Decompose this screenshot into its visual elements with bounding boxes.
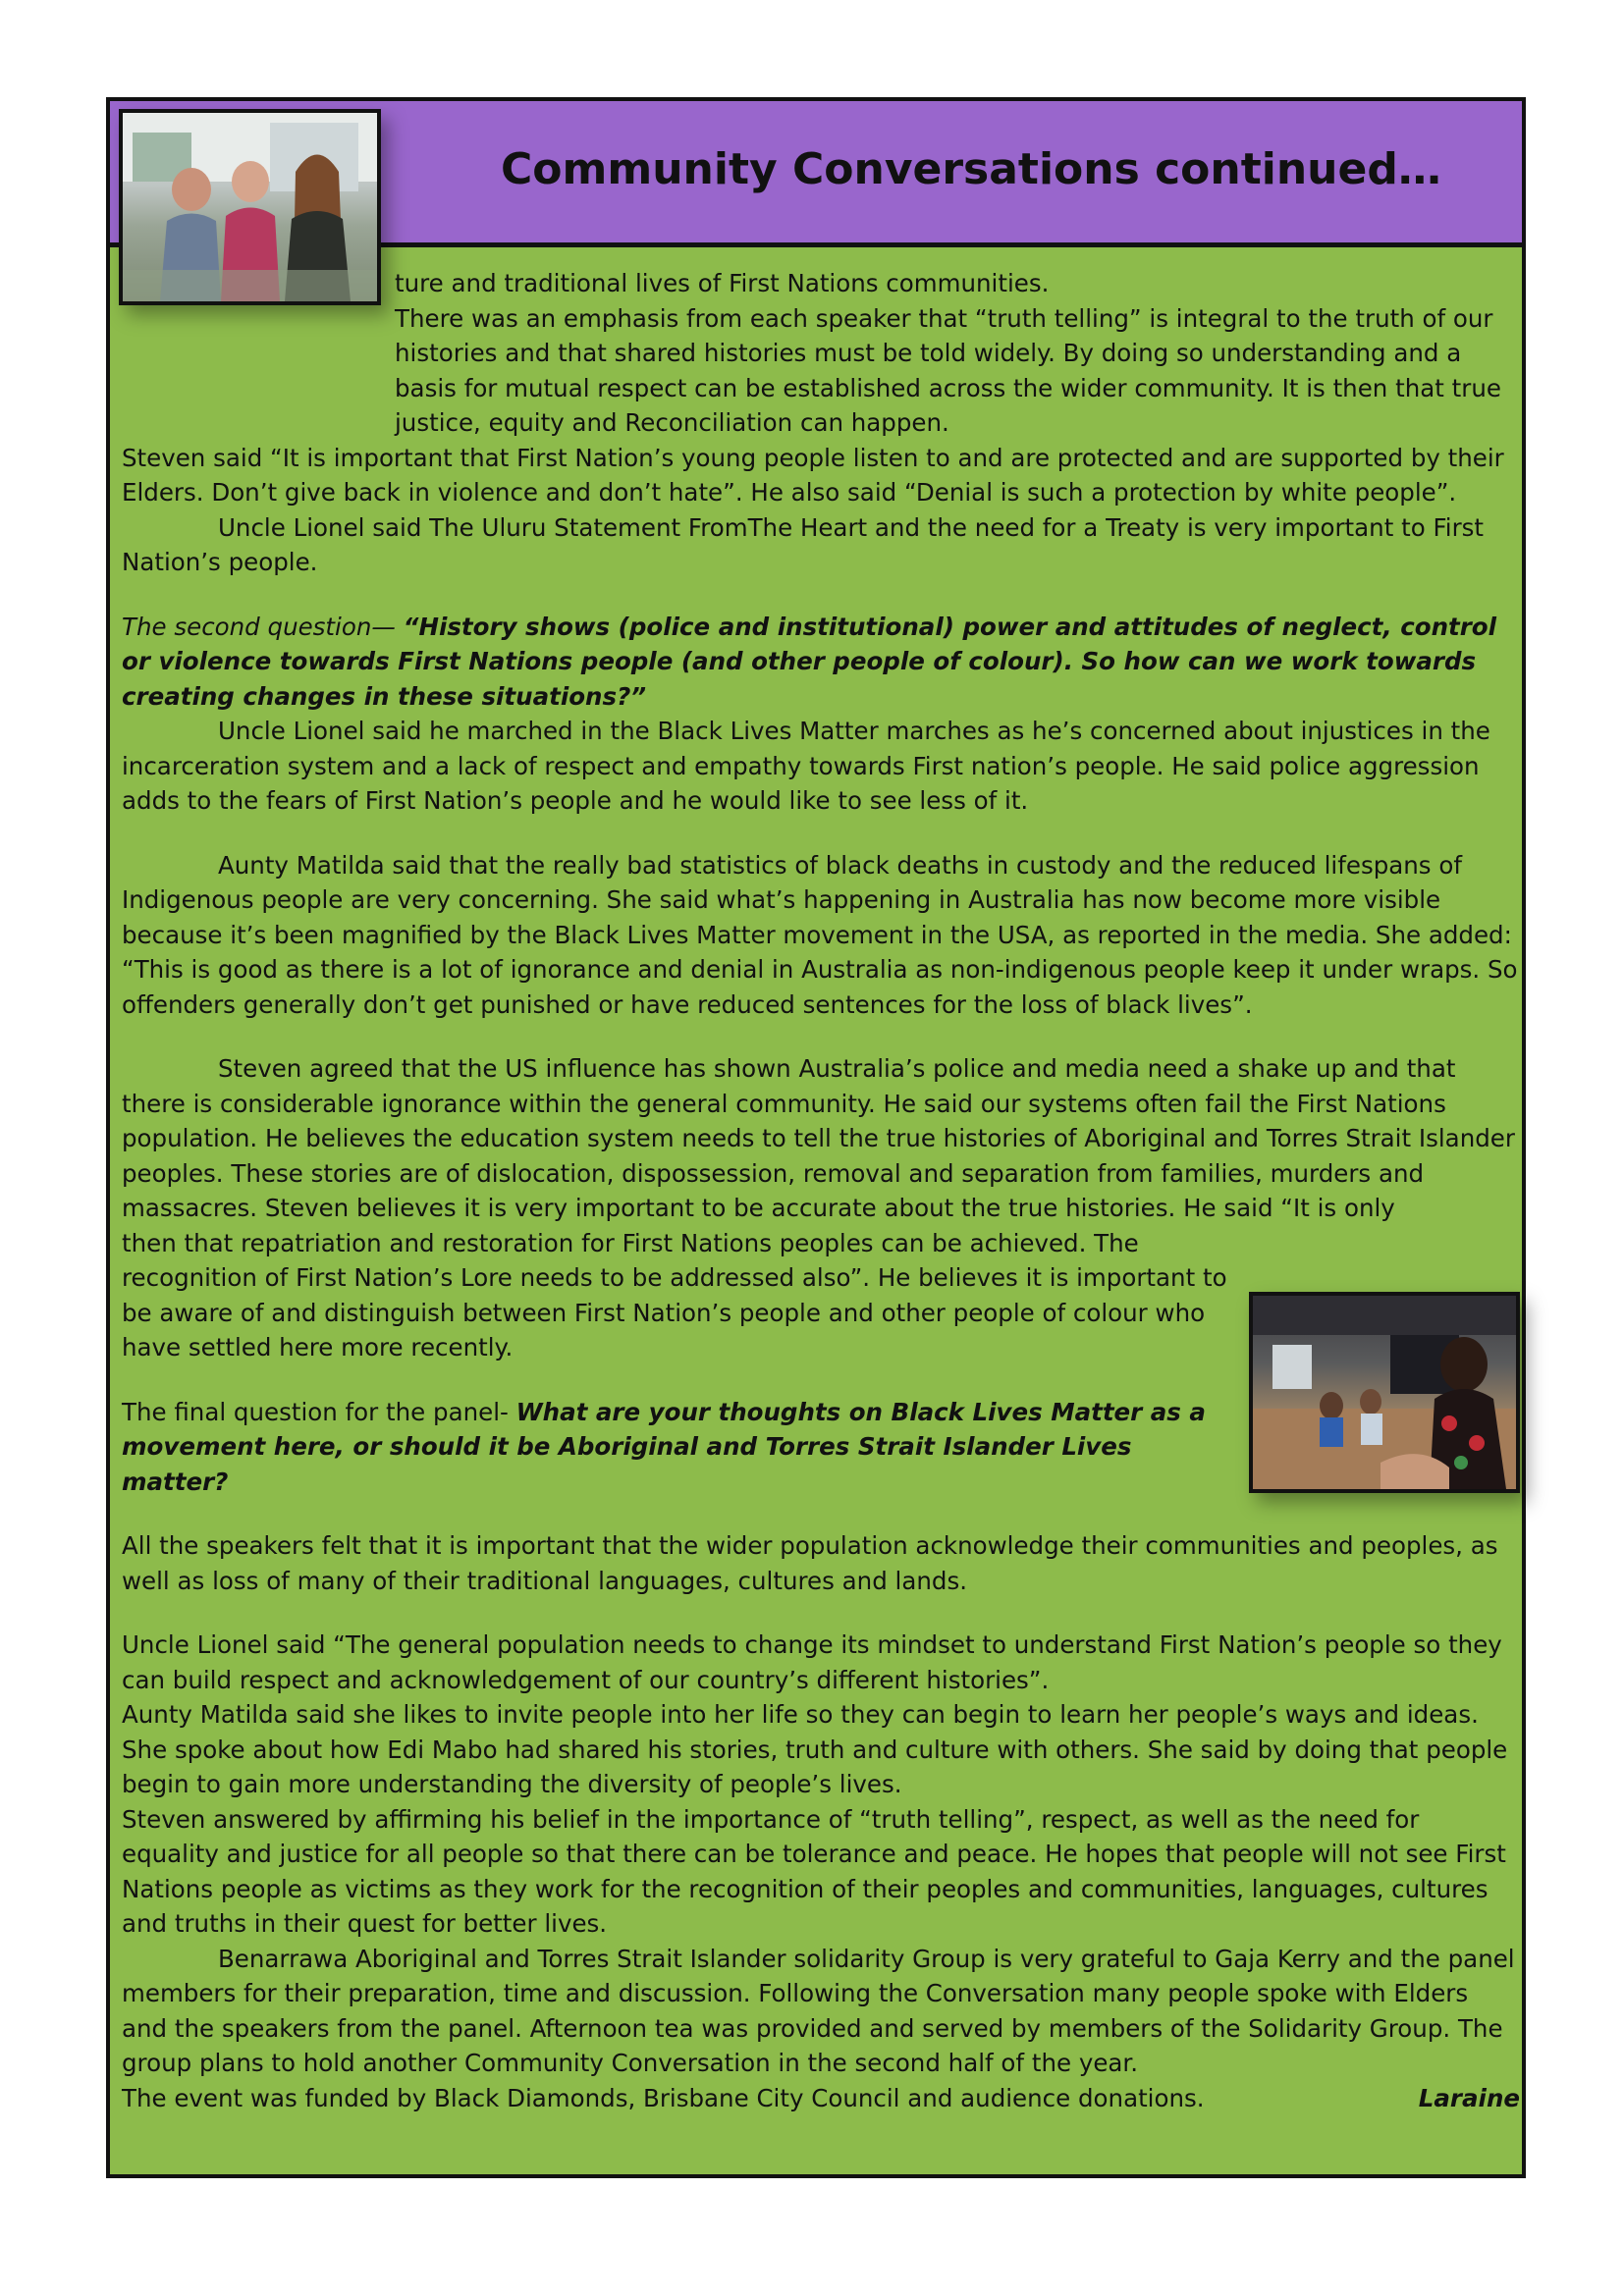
- paragraph-second-question: [122, 610, 1520, 715]
- paragraph-intro: ture and traditional lives of First Nations communities.: [395, 269, 1050, 297]
- question-label: The second question—: [122, 612, 396, 641]
- paragraph-final-question: [122, 1395, 1237, 1500]
- question-text: “History shows (police and institutional) power and attitudes of neglect, control or violence towards First Nations people (and other people of colour). So how can we work towards creating changes in these situations?”: [122, 612, 1497, 711]
- paragraph-aunty-matilda-1: Aunty Matilda said that the really bad statistics of black deaths in custody and the reduced lifespans of Indigenous people are very concerning. She said what’s happening in Australia has now become more visible because it’s been magnified by the Black Lives Matter movement in the USA, as reported in the media. She added: “This is good as there is a lot of ignorance and denial in Australia as non-indigenous people keep it under wraps. So offenders generally don’t get punished or have reduced sentences for the loss of black lives”.: [122, 850, 1518, 1019]
- paragraph-truth-telling: There was an emphasis from each speaker that “truth telling” is integral to the truth of our histories and that shared histories must be told widely. By doing so understanding and a basis for mutual respect can be established across the wider community. It is then that true justice, equity and Reconciliation can happen.: [395, 303, 1501, 437]
- paragraph-steven-1: Steven said “It is important that First Nation’s young people listen to and are protected and are supported by their Elders. Don’t give back in violence and don’t hate”. He also said “Denial is such a protection by white people”.: [122, 443, 1504, 507]
- article-body: [122, 266, 1520, 2115]
- funding-text: The event was funded by Black Diamonds, Brisbane City Council and audience donations.: [122, 2083, 1205, 2112]
- paragraph-steven-2: Steven agreed that the US influence has shown Australia’s police and media need a shake up and that there is considerable ignorance within the general community. He said our systems often fail the First Nations population. He believes the education system needs to tell the true histories of Aboriginal and Torres Strait Islander peoples. These stories are of dislocation, dispossession, removal and separation from families, murders and massacres. Steven believes it is very important to be accurate about the true histories. He said “It is only: [122, 1054, 1515, 1222]
- paragraph-funding: [122, 2081, 1520, 2116]
- final-question-text: What are your thoughts on Black Lives Matter as a movement here, or should it be Aboriginal and Torres Strait Islander Lives matter?: [122, 1397, 1206, 1496]
- page-title: Community Conversations continued…: [501, 144, 1441, 194]
- paragraph-uncle-lionel-1: Uncle Lionel said The Uluru Statement FromThe Heart and the need for a Treaty is very important to First Nation’s people.: [122, 512, 1485, 576]
- final-question-label: The final question for the panel-: [122, 1397, 509, 1426]
- paragraph-uncle-lionel-3: Uncle Lionel said “The general population needs to change its mindset to understand First Nation’s people so they can build respect and acknowledgement of our country’s different histories”.: [122, 1630, 1502, 1694]
- paragraph-aunty-matilda-2: Aunty Matilda said she likes to invite people into her life so they can begin to learn her people’s ways and ideas. She spoke about how Edi Mabo had shared his stories, truth and culture with others. She said by doing that people begin to gain more understanding the diversity of people’s lives.: [122, 1700, 1508, 1798]
- paragraph-all-speakers: All the speakers felt that it is important that the wider population acknowledge their communities and peoples, as well as loss of many of their traditional languages, cultures and lands.: [122, 1531, 1498, 1595]
- paragraph-steven-3: Steven answered by affirming his belief in the importance of “truth telling”, respect, as well as the need for equality and justice for all people so that there can be tolerance and peace. He hopes that people will not see First Nations people as victims as they work for the recognition of their peoples and communities, languages, cultures and truths in their quest for better lives.: [122, 1804, 1506, 1938]
- paragraph-steven-2-continued: then that repatriation and restoration for First Nations peoples can be achieved. The recognition of First Nation’s Lore needs to be addressed also”. He believes it is important to be aware of and distinguish between First Nation’s people and other people of colour who have settled here more recently.: [122, 1228, 1227, 1362]
- author-signature: Laraine: [1418, 2083, 1520, 2112]
- paragraph-uncle-lionel-2: Uncle Lionel said he marched in the Black Lives Matter marches as he’s concerned about injustices in the incarceration system and a lack of respect and empathy towards First nation’s people. He said police aggression adds to the fears of First Nation’s people and he would like to see less of it.: [122, 717, 1490, 815]
- paragraph-thanks: Benarrawa Aboriginal and Torres Strait Islander solidarity Group is very grateful to Gaja Kerry and the panel members for their preparation, time and discussion. Following the Conversation many people spoke with Elders and the speakers from the panel. Afternoon tea was provided and served by members of the Solidarity Group. The group plans to hold another Community Conversation in the second half of the year.: [122, 1944, 1515, 2077]
- article-frame: [106, 97, 1526, 2178]
